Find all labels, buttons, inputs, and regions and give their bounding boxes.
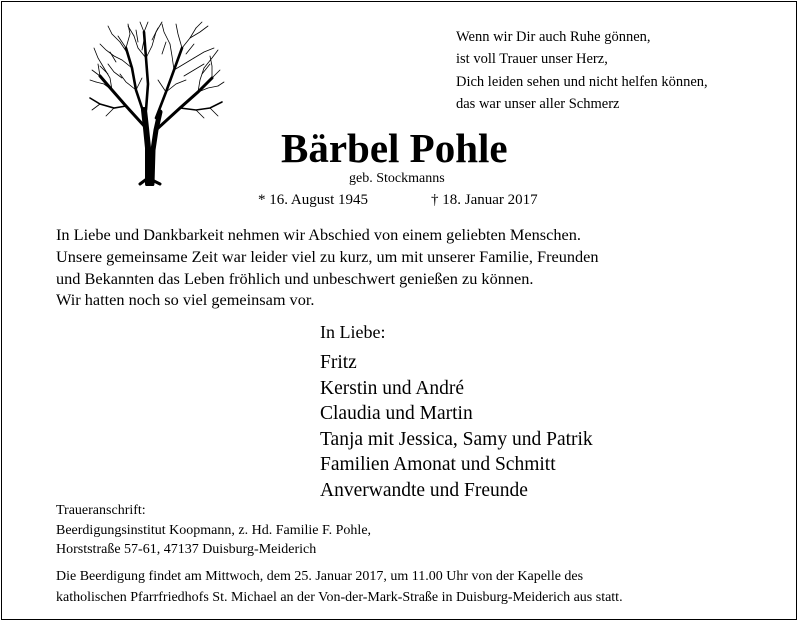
farewell-line: In Liebe und Dankbarkeit nehmen wir Abschied von einem geliebten Menschen. (56, 225, 581, 244)
funeral-line: Die Beerdigung findet am Mittwoch, dem 25. Januar 2017, um 11.00 Uhr von der Kapelle des (56, 569, 584, 584)
verse (456, 26, 708, 115)
funeral-info (56, 567, 623, 608)
mourner-name: Fritz (320, 352, 357, 373)
verse-line: das war unser aller Schmerz (456, 95, 620, 112)
tree-icon (86, 18, 226, 186)
funeral-line: katholischen Pfarrfriedhofs St. Michael an der Von-der-Mark-Straße in Duisburg-Meiderich aus statt. (56, 589, 623, 605)
verse-line: Dich leiden sehen und nicht helfen können, (456, 73, 708, 90)
farewell-text (56, 224, 599, 311)
mourner-name: Familien Amonat und Schmitt (320, 454, 556, 476)
address-line: Beerdigungsinstitut Koopmann, z. Hd. Familie F. Pohle, (56, 522, 372, 538)
deceased-name: Bärbel Pohle (281, 125, 508, 171)
verse-line: Wenn wir Dir auch Ruhe gönnen, (456, 29, 651, 45)
farewell-line: und Bekannten das Leben fröhlich und unbeschwert genießen zu können. (56, 268, 534, 288)
mourner-name: Tanja mit Jessica, Samy und Patrik (320, 428, 593, 450)
birth-date: * 16. August 1945 (258, 192, 369, 208)
mourner-name: Claudia und Martin (320, 403, 473, 425)
mourner-name: Anverwandte und Freunde (320, 479, 528, 501)
farewell-line: Wir hatten noch so viel gemeinsam vor. (56, 290, 315, 310)
mourner-name: Kerstin und André (320, 377, 465, 399)
mourning-address (56, 501, 371, 560)
mourners-heading: In Liebe: (320, 322, 386, 342)
death-date: † 18. Januar 2017 (431, 192, 538, 208)
address-line: Traueranschrift: (56, 503, 146, 518)
farewell-line: Unsere gemeinsame Zeit war leider viel zu kurz, um mit unserer Familie, Freunden (56, 246, 599, 266)
maiden-name: geb. Stockmanns (349, 171, 445, 186)
verse-line: ist voll Trauer unser Herz, (456, 51, 608, 68)
mourners-list (320, 350, 593, 504)
address-line: Horststraße 57-61, 47137 Duisburg-Meiderich (56, 542, 317, 557)
